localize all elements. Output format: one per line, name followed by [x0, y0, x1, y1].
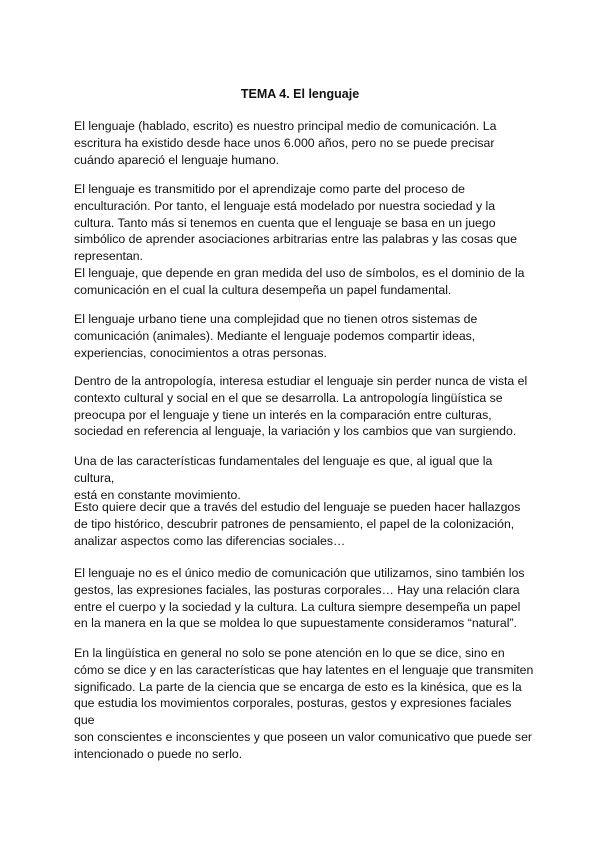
paragraph: En la lingüística en general no solo se pone atención en lo que se dice, sino en cómo se dice y en las características que hay latentes en el lenguaje que transmiten significado. La parte de la ciencia que se encarga de esto es la kinésica, que es la que estudia los movimientos corporales, posturas, gestos y expresiones faciales que son conscientes e inconscientes y que poseen un valor comunicativo que puede ser intencionado o puede no serlo.: [74, 646, 534, 761]
paragraph: El lenguaje es transmitido por el aprendizaje como parte del proceso de enculturación. Por tanto, el lenguaje está modelado por nuestra sociedad y la cultura. Tanto más si tenemos en cuenta que el lenguaje se basa en un juego simbólico de aprender asociaciones arbitrarias entre las palabras y las cosas que representan. El lenguaje, que depende en gran medida del uso de símbolos, es el dominio de la comunicación en el cual la cultura desempeña un papel fundamental.: [74, 182, 525, 297]
paragraph: El lenguaje (hablado, escrito) es nuestro principal medio de comunicación. La escritura ha existido desde hace unos 6.000 años, pero no se puede precisar cuándo apareció el lenguaje humano.: [74, 119, 497, 167]
paragraph: Esto quiere decir que a través del estudio del lenguaje se pueden hacer hallazgos de tipo histórico, descubrir patrones de pensamiento, el papel de la colonización, analizar aspectos como las diferencias sociales…: [74, 500, 521, 548]
paragraph: Dentro de la antropología, interesa estudiar el lenguaje sin perder nunca de vista el contexto cultural y social en el que se desarrolla. La antropología lingüística se preocupa por el lenguaje y tiene un interés en la comparación entre culturas, sociedad en referencia al lenguaje, la variación y los cambios que van surgiendo.: [74, 374, 528, 439]
paragraph: El lenguaje no es el único medio de comunicación que utilizamos, sino también los gestos, las expresiones faciales, las posturas corporales… Hay una relación clara entre el cuerpo y la sociedad y la cultura. La cultura siempre desempeña un papel en la manera en la que se moldea lo que supuestamente consideramos “natural”.: [74, 566, 525, 631]
page-title: TEMA 4. El lenguaje: [240, 87, 360, 101]
paragraph: Una de las características fundamentales del lenguaje es que, al igual que la cultura, está en constante movimiento.: [74, 454, 493, 502]
paragraph: El lenguaje urbano tiene una complejidad que no tienen otros sistemas de comunicación (animales). Mediante el lenguaje podemos compartir ideas, experiencias, conocimientos a otras personas.: [74, 312, 478, 360]
